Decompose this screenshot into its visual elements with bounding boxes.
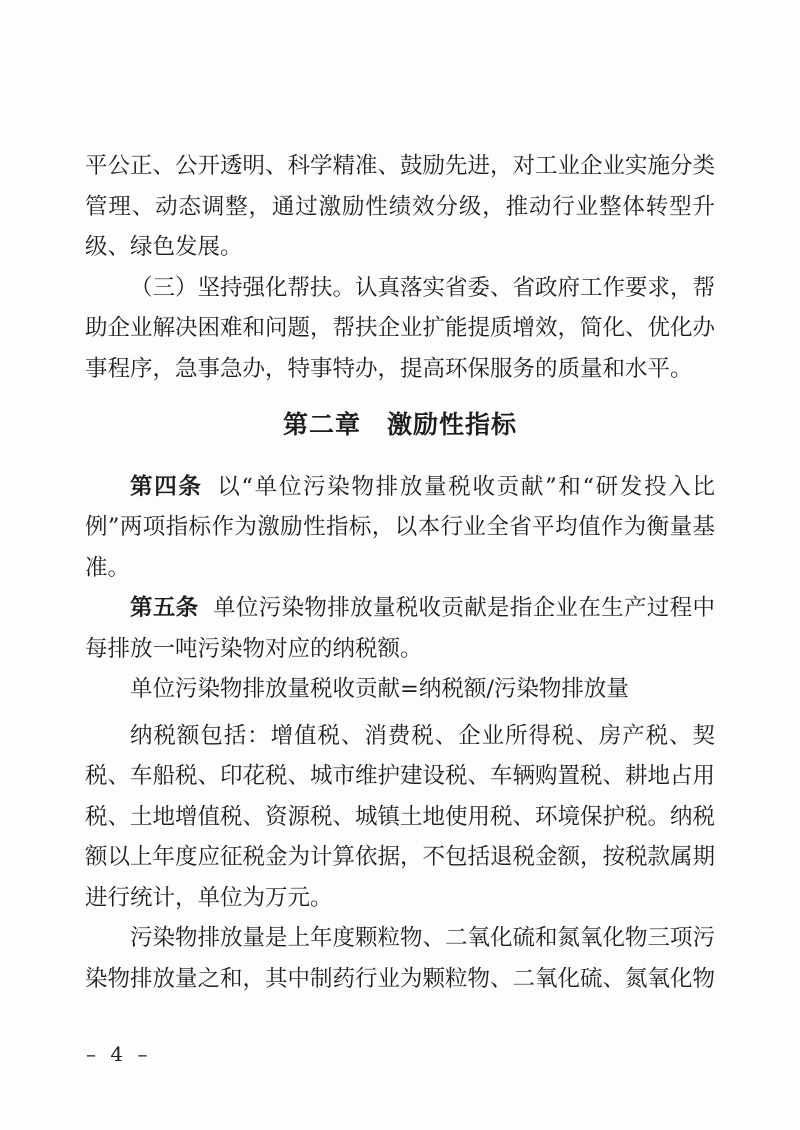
article-four-text: 以“单位污染物排放量税收贡献”和“研发投入比例”两项指标作为激励性指标，以本行业全省平均值作为衡量基准。 (85, 473, 715, 581)
chapter-heading: 第二章 激励性指标 (282, 411, 517, 439)
paragraph-article-four (85, 467, 715, 589)
article-five-text: 单位污染物排放量税收贡献是指企业在生产过程中每排放一吨污染物对应的纳税额。 (85, 595, 715, 662)
article-four-label: 第四条 (130, 473, 203, 499)
paragraph-tax-definition: 纳税额包括：增值税、消费税、企业所得税、房产税、契税、车船税、印花税、城市维护建设税、车辆购置税、耕地占用税、土地增值税、资源税、城镇土地使用税、环境保护税。纳税额以上年度应征税金为计算依据，不包括退税金额，按税款属期进行统计，单位为万元。 (85, 722, 716, 911)
article-five-label: 第五条 (130, 595, 199, 620)
paragraph-continuation: 平公正、公开透明、科学精准、鼓励先进，对工业企业实施分类管理、动态调整，通过激励性绩效分级，推动行业整体转型升级、绿色发展。 (85, 153, 716, 260)
paragraph-item-three: （三）坚持强化帮扶。认真落实省委、省政府工作要求，帮助企业解决困难和问题，帮扶企业扩能提质增效，简化、优化办事程序，急事急办，特事特办，提高环保服务的质量和水平。 (85, 274, 716, 382)
page-number: – 4 – (86, 1042, 152, 1066)
formula-line: 单位污染物排放量税收贡献=纳税额/污染物排放量 (130, 676, 629, 702)
paragraph-article-five (85, 588, 715, 669)
document-body (85, 146, 715, 999)
paragraph-pollutant-definition: 污染物排放量是上年度颗粒物、二氧化硫和氮氧化物三项污染物排放量之和，其中制药行业为颗粒物、二氧化硫、氮氧化物 (85, 925, 716, 992)
